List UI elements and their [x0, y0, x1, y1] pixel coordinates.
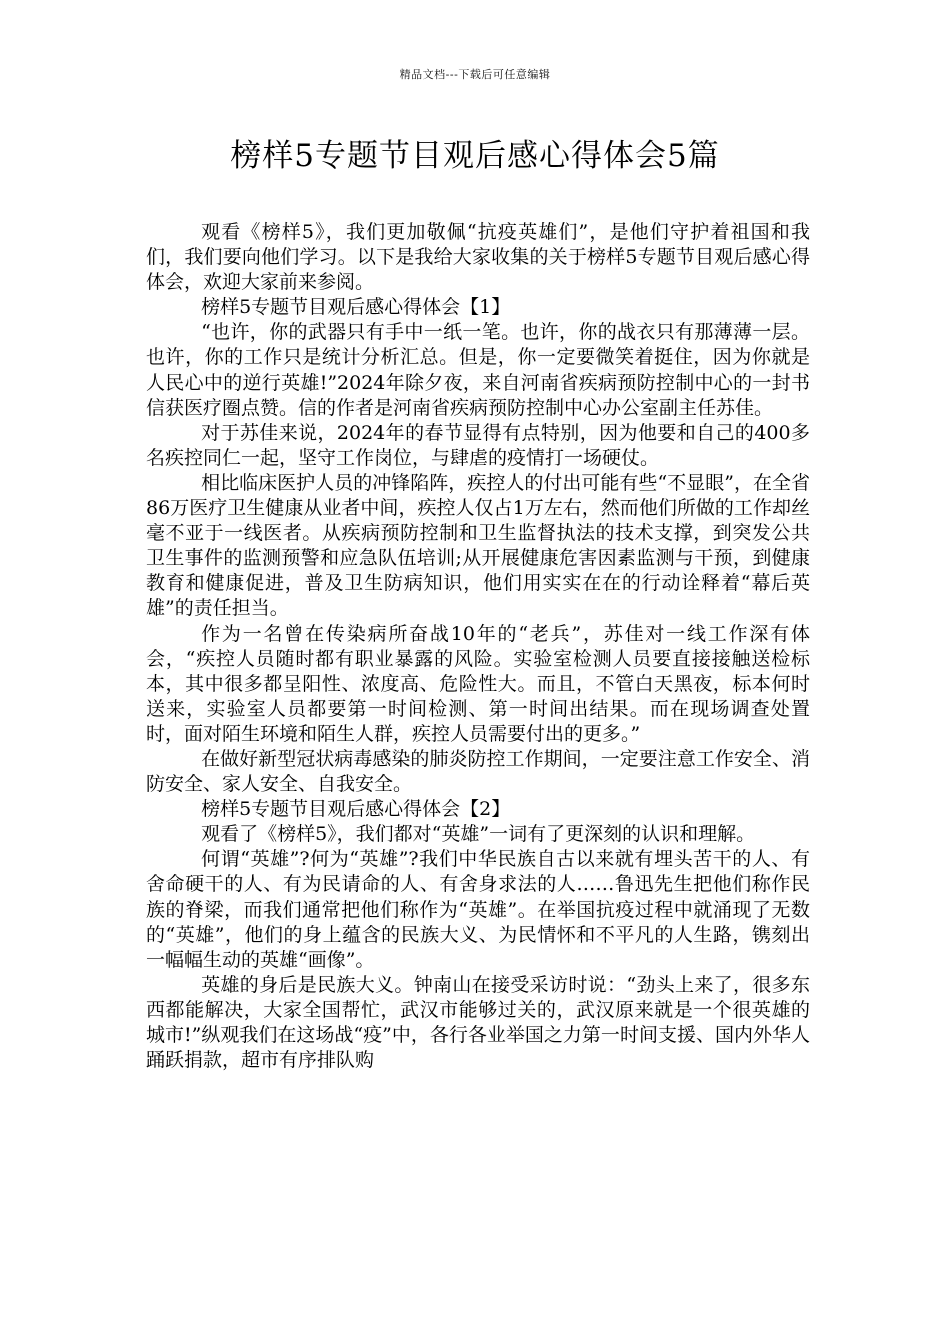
document-body [146, 220, 810, 1073]
body-paragraph: 观看了《榜样5》，我们都对“英雄”一词有了更深刻的认识和理解。 [201, 823, 756, 846]
body-paragraph: 相比临床医护人员的冲锋陷阵，疾控人的付出可能有些“不显眼”，在全省86万医疗卫生健康从业者中间，疾控人仅占1万左右，然而他们所做的工作却丝毫不亚于一线医者。从疾病预防控制和卫生监督执法的技术支撑，到突发公共卫生事件的监测预警和应急队伍培训;从开展健康危害因素监测与干预，到健康教育和健康促进，普及卫生防病知识，他们用实实在在的行动诠释着“幕后英雄”的责任担当。 [146, 471, 810, 620]
body-paragraph: 何谓“英雄”?何为“英雄”?我们中华民族自古以来就有埋头苦干的人、有舍命硬干的人、有为民请命的人、有舍身求法的人……鲁迅先生把他们称作民族的脊梁，而我们通常把他们称作为“英雄”。在举国抗疫过程中就涌现了无数的“英雄”，他们的身上蕴含的民族大义、为民情怀和不平凡的人生路，镌刻出一幅幅生动的英雄“画像”。 [146, 848, 810, 971]
section-heading-2: 榜样5专题节目观后感心得体会【2】 [201, 798, 511, 821]
intro-paragraph: 观看《榜样5》，我们更加敬佩“抗疫英雄们”，是他们守护着祖国和我们，我们要向他们学习。以下是我给大家收集的关于榜样5专题节目观后感心得体会，欢迎大家前来参阅。 [146, 221, 810, 294]
body-paragraph: 英雄的身后是民族大义。钟南山在接受采访时说：“劲头上来了，很多东西都能解决，大家全国帮忙，武汉市能够过关的，武汉原来就是一个很英雄的城市!”纵观我们在这场战“疫”中，各行各业举国之力第一时间支援、国内外华人踊跃捐款，超市有序排队购 [146, 973, 810, 1072]
document-title: 榜样5专题节目观后感心得体会5篇 [230, 138, 720, 174]
body-paragraph: 对于苏佳来说，2024年的春节显得有点特别，因为他要和自己的400多名疾控同仁一起，坚守工作岗位，与肆虐的疫情打一场硬仗。 [146, 421, 810, 469]
header-note: 精品文档---下载后可任意编辑 [399, 68, 551, 81]
section-heading-1: 榜样5专题节目观后感心得体会【1】 [201, 296, 511, 319]
body-paragraph: 作为一名曾在传染病所奋战10年的“老兵”，苏佳对一线工作深有体会，“疾控人员随时都有职业暴露的风险。实验室检测人员要直接接触送检标本，其中很多都呈阳性、浓度高、危险性大。而且，不管白天黑夜，标本何时送来，实验室人员都要第一时间检测、第一时间出结果。而在现场调查处置时，面对陌生环境和陌生人群，疾控人员需要付出的更多。” [146, 622, 810, 745]
body-paragraph: 在做好新型冠状病毒感染的肺炎防控工作期间，一定要注意工作安全、消防安全、家人安全、自我安全。 [146, 747, 810, 796]
body-paragraph: “也许，你的武器只有手中一纸一笔。也许，你的战衣只有那薄薄一层。也许，你的工作只是统计分析汇总。但是，你一定要微笑着挺住，因为你就是人民心中的逆行英雄!”2024年除夕夜，来自河南省疾病预防控制中心的一封书信获医疗圈点赞。信的作者是河南省疾病预防控制中心办公室副主任苏佳。 [146, 321, 810, 419]
